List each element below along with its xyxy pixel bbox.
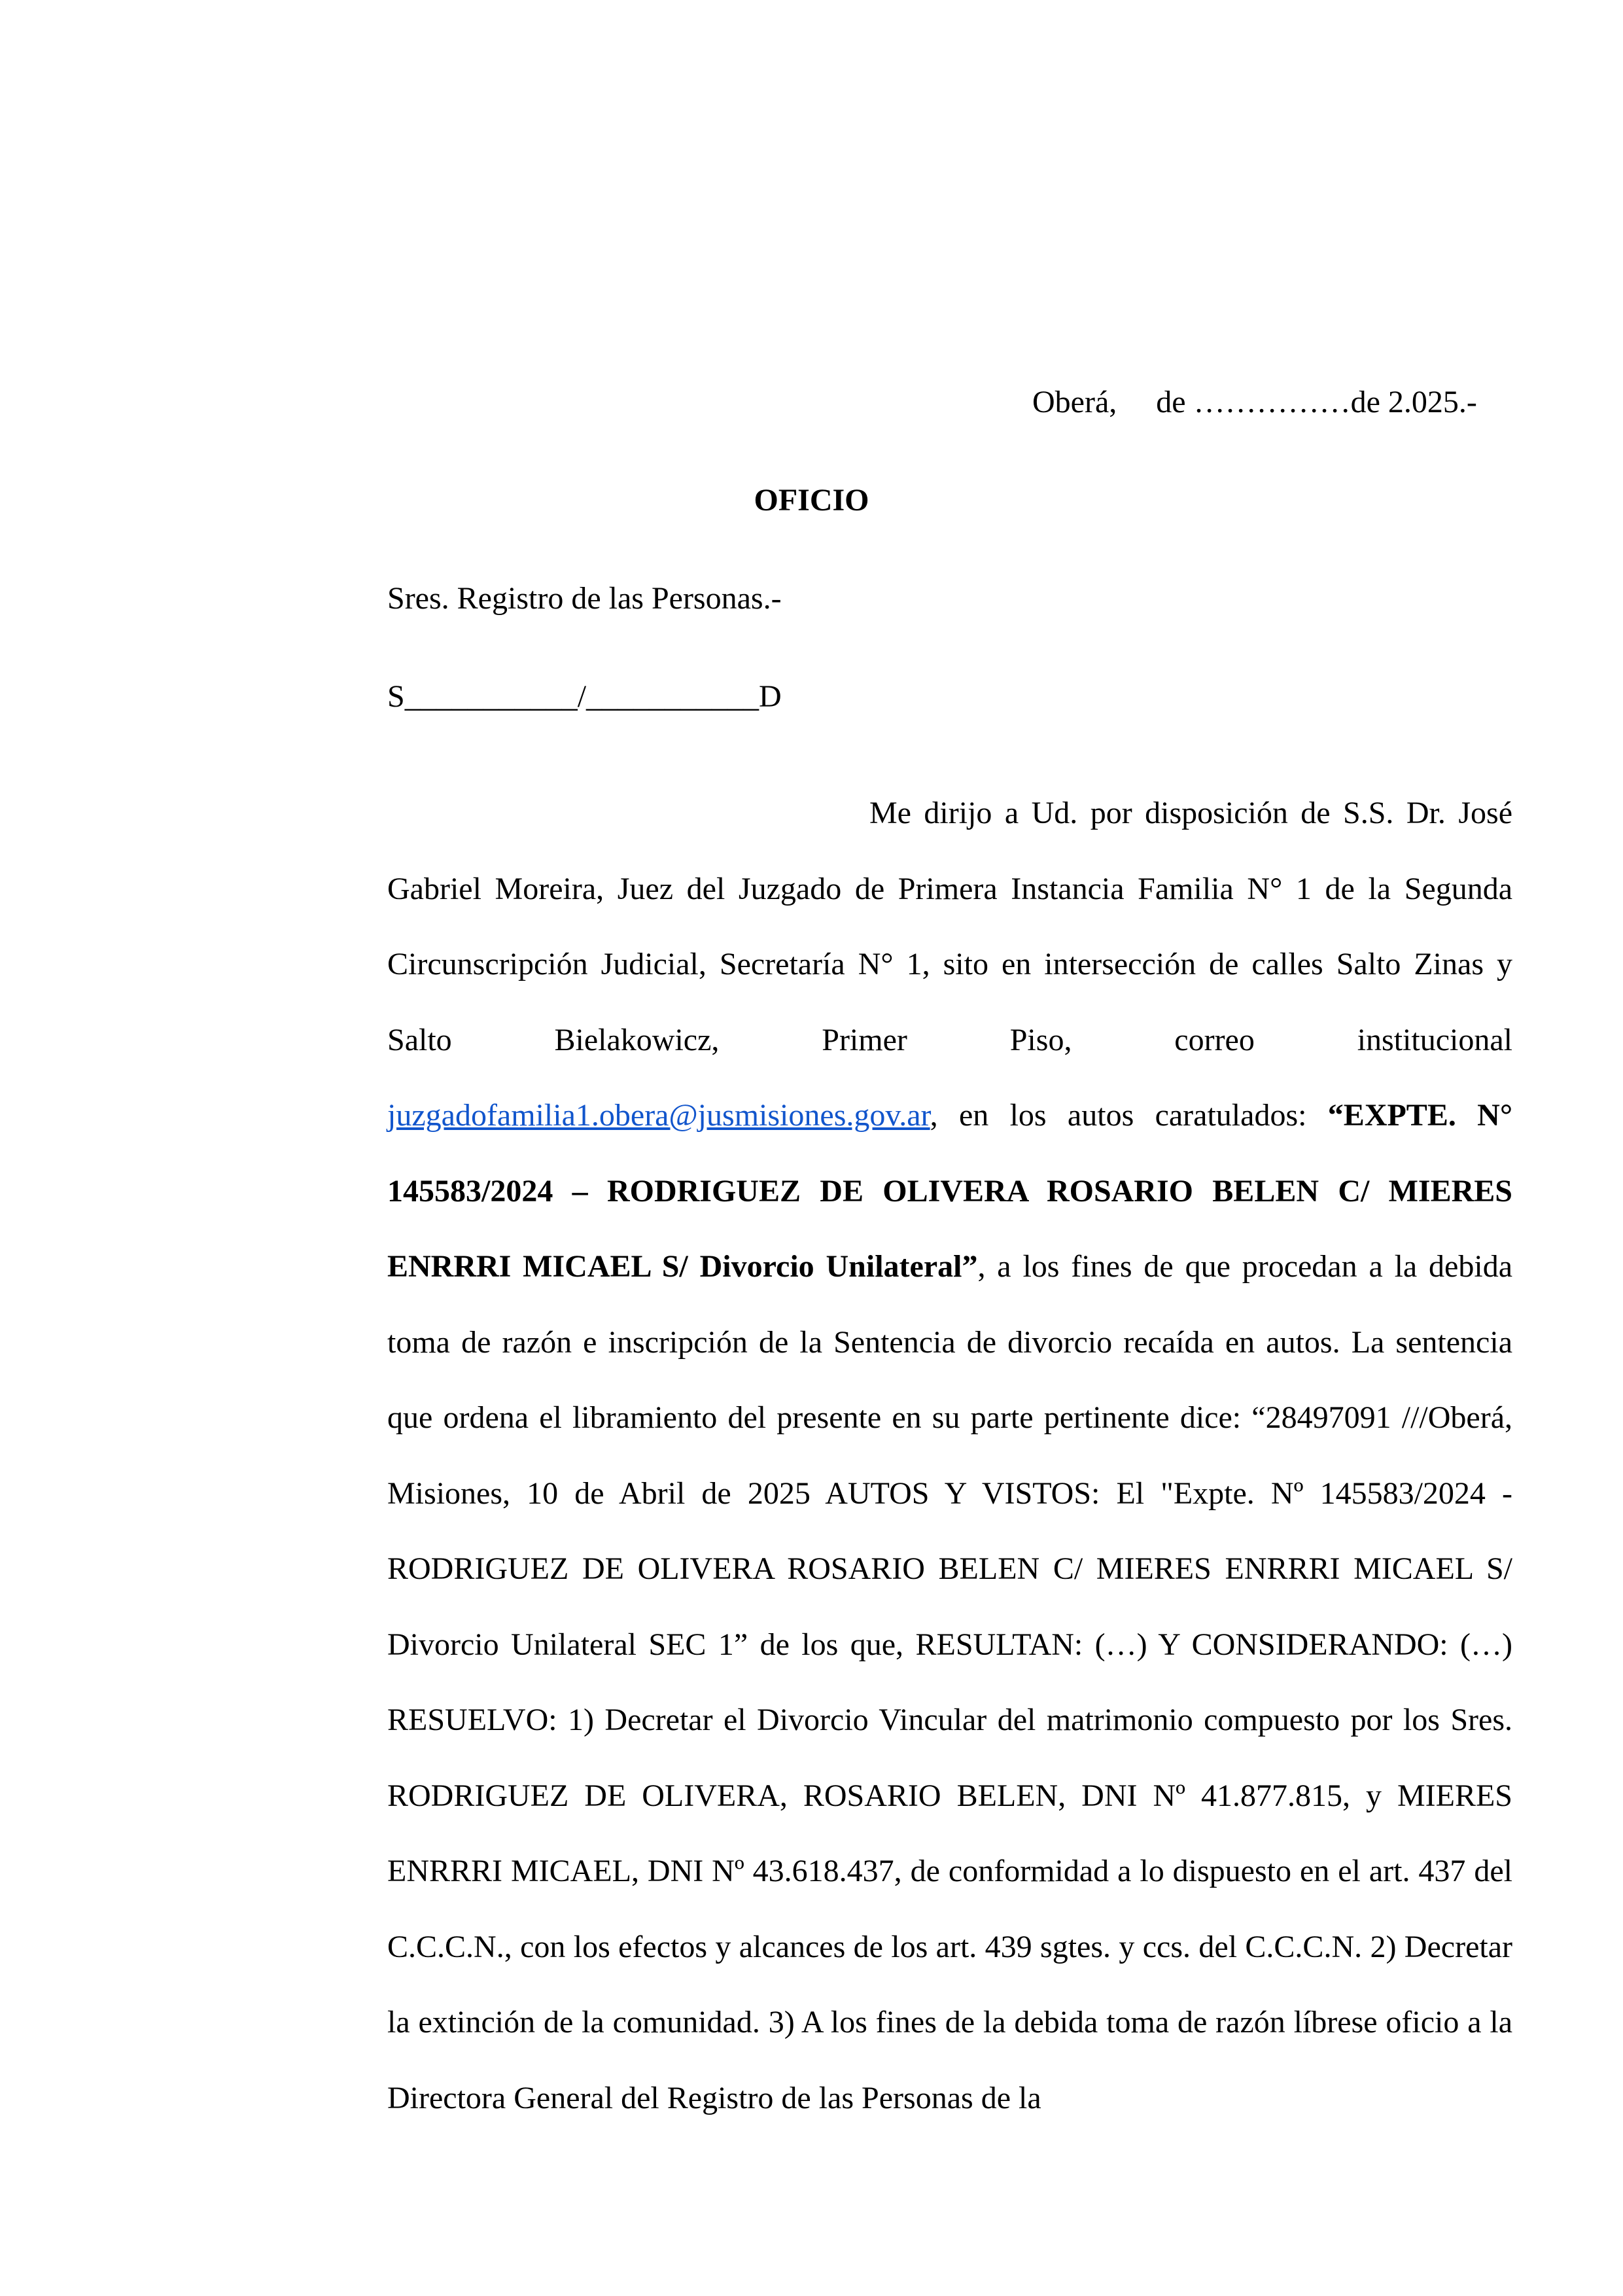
email-link[interactable]: juzgadofamilia1.obera@jusmisiones.gov.ar — [387, 1098, 930, 1133]
place-date: Oberá, de ……………de 2.025.- — [1032, 385, 1477, 419]
body-paragraph — [387, 775, 1512, 2136]
body-rest: , a los fines de que procedan a la debida toma de razón e inscripción de la Sentencia de divorcio recaída en autos. La sentencia que ordena el libramiento del presente en su parte pertinente dice: “28497091 ///Oberá, Misiones, 10 de Abril de 2025 AUTOS Y VISTOS: El "Expte. Nº 145583/2024 - RODRIGUEZ DE OLIVERA ROSARIO BELEN C/ MIERES ENRRRI MICAEL S/ Divorcio Unilateral SEC 1” de los que, RESULTAN: (…) Y CONSIDERANDO: (…) RESUELVO: 1) Decretar el Divorcio Vincular del matrimonio compuesto por los Sres. RODRIGUEZ DE OLIVERA, ROSARIO BELEN, DNI Nº 41.877.815, y MIERES ENRRRI MICAEL, DNI Nº 43.618.437, de conformidad a lo dispuesto en el art. 437 del C.C.C.N., con los efectos y alcances de los art. 439 sgtes. y ccs. del C.C.C.N. 2) Decretar la extinción de la comunidad. 3) A los fines de la debida toma de razón líbrese oficio a la Directora General del Registro de las Personas de la — [387, 1249, 1512, 2115]
case-title: “EXPTE. N° 145583/2024 – RODRIGUEZ DE OLIVERA ROSARIO BELEN C/ MIERES ENRRRI MICAEL S/ Divorcio Unilateral” — [387, 1098, 1513, 1284]
sd-line: S___________/___________D — [387, 679, 782, 714]
body-intro: Me dirijo a Ud. por disposición de S.S. Dr. José Gabriel Moreira, Juez del Juzgado de Primera Instancia Familia N° 1 de la Segunda Circunscripción Judicial, Secretaría N° 1, sito en intersección de calles Salto Zinas y Salto Bielakowicz, Primer Piso, correo institucional — [387, 796, 1512, 1057]
document-title-text: OFICIO — [754, 483, 869, 518]
document-title — [0, 481, 1623, 520]
body-after-email: , en los autos caratulados: — [930, 1098, 1328, 1133]
recipient-line: Sres. Registro de las Personas.- — [387, 581, 782, 616]
